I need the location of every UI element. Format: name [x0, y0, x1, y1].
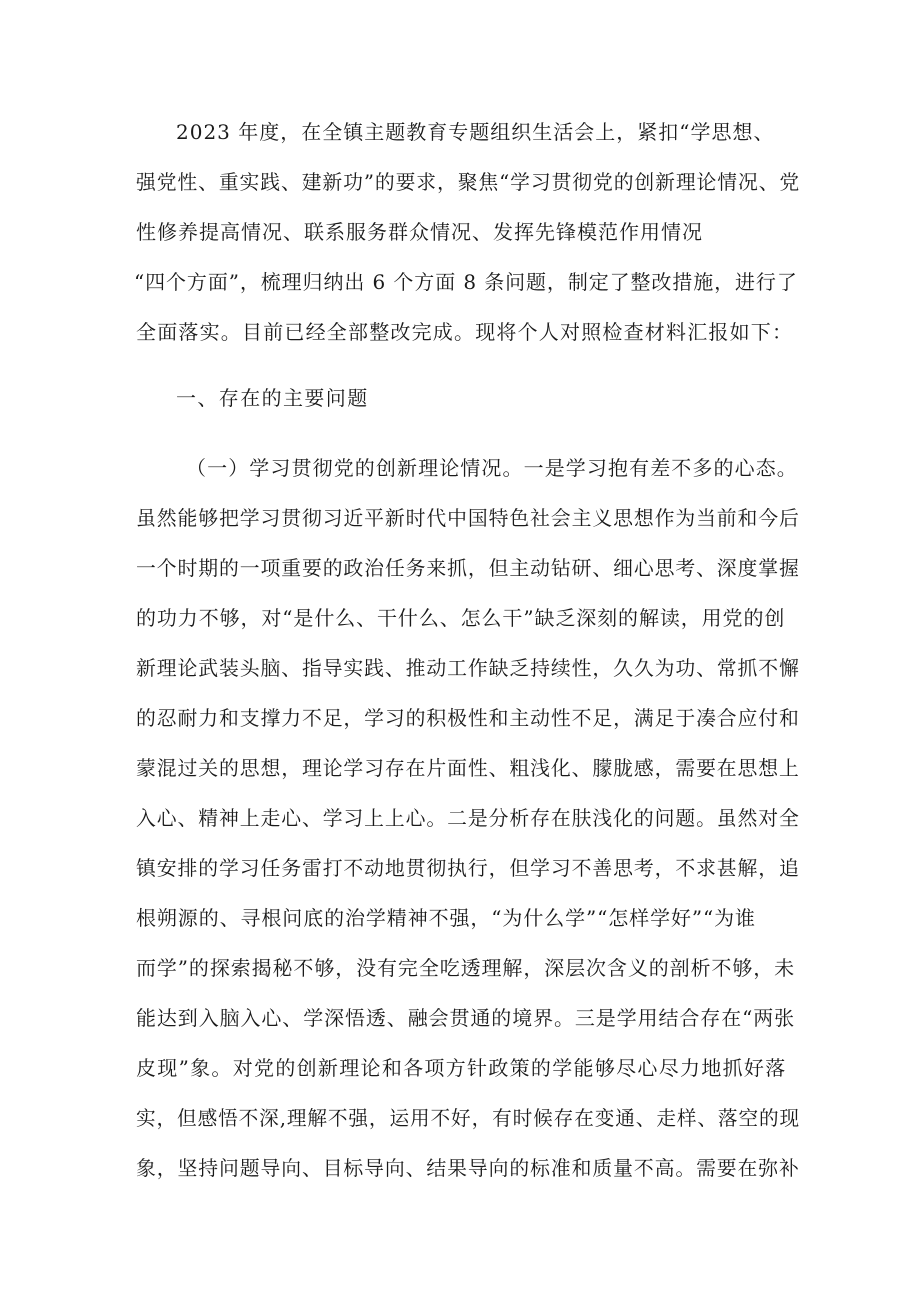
intro-line-3: 性修养提高情况、联系服务群众情况、发挥先锋模范作用情况: [136, 220, 703, 244]
subsection-line-13: 皮现”象。对党的创新理论和各项方针政策的学能够尽心尽力地抓好落: [136, 1056, 787, 1080]
subsection-line-11: 而学”的探索揭秘不够，没有完全吃透理解，深层次含义的剖析不够，未: [136, 956, 796, 980]
subsection-line-3: 一个时期的一项重要的政治任务来抓，但主动钻研、细心思考、深度掌握: [136, 556, 800, 580]
subsection-line-6: 的忍耐力和支撑力不足，学习的积极性和主动性不足，满足于凑合应付和: [136, 706, 800, 730]
section-heading: 一、存在的主要问题: [176, 386, 369, 410]
subsection-line-14: 实，但感悟不深,理解不强，运用不好，有时候存在变通、走样、落空的现: [136, 1106, 801, 1130]
subsection-line-2: 虽然能够把学习贯彻习近平新时代中国特色社会主义思想作为当前和今后: [136, 506, 800, 530]
intro-line-1: 2023 年度，在全镇主题教育专题组织生活会上，紧扣“学思想、: [176, 120, 775, 144]
intro-line-4: “四个方面”，梳理归纳出 6 个方面 8 条问题，制定了整改措施，进行了: [134, 270, 798, 294]
subsection-line-10: 根朔源的、寻根问底的治学精神不强，“为什么学”“怎样学好”“为谁: [136, 906, 756, 930]
intro-line-2: 强党性、重实践、建新功”的要求，聚焦“学习贯彻党的创新理论情况、党: [136, 170, 801, 194]
subsection-line-5: 新理论武装头脑、指导实践、推动工作缺乏持续性，久久为功、常抓不懈: [136, 656, 800, 680]
subsection-line-7: 蒙混过关的思想，理论学习存在片面性、粗浅化、朦胧感，需要在思想上: [136, 756, 800, 780]
subsection-line-8: 入心、精神上走心、学习上上心。二是分析存在肤浅化的问题。虽然对全: [136, 806, 800, 830]
subsection-line-4: 的功力不够，对“是什么、干什么、怎么干”缺乏深刻的解读，用党的创: [136, 606, 786, 630]
subsection-line-12: 能达到入脑入心、学深悟透、融会贯通的境界。三是学用结合存在“两张: [136, 1006, 796, 1030]
intro-line-5: 全面落实。目前已经全部整改完成。现将个人对照检查材料汇报如下：: [136, 320, 794, 344]
subsection-line-9: 镇安排的学习任务雷打不动地贯彻执行，但学习不善思考，不求甚解，追: [136, 856, 800, 880]
subsection-line-15: 象，坚持问题导向、目标导向、结果导向的标准和质量不高。需要在弥补: [136, 1156, 800, 1180]
subsection-line-1: （一）学习贯彻党的创新理论情况。一是学习抱有差不多的心态。: [186, 456, 798, 480]
